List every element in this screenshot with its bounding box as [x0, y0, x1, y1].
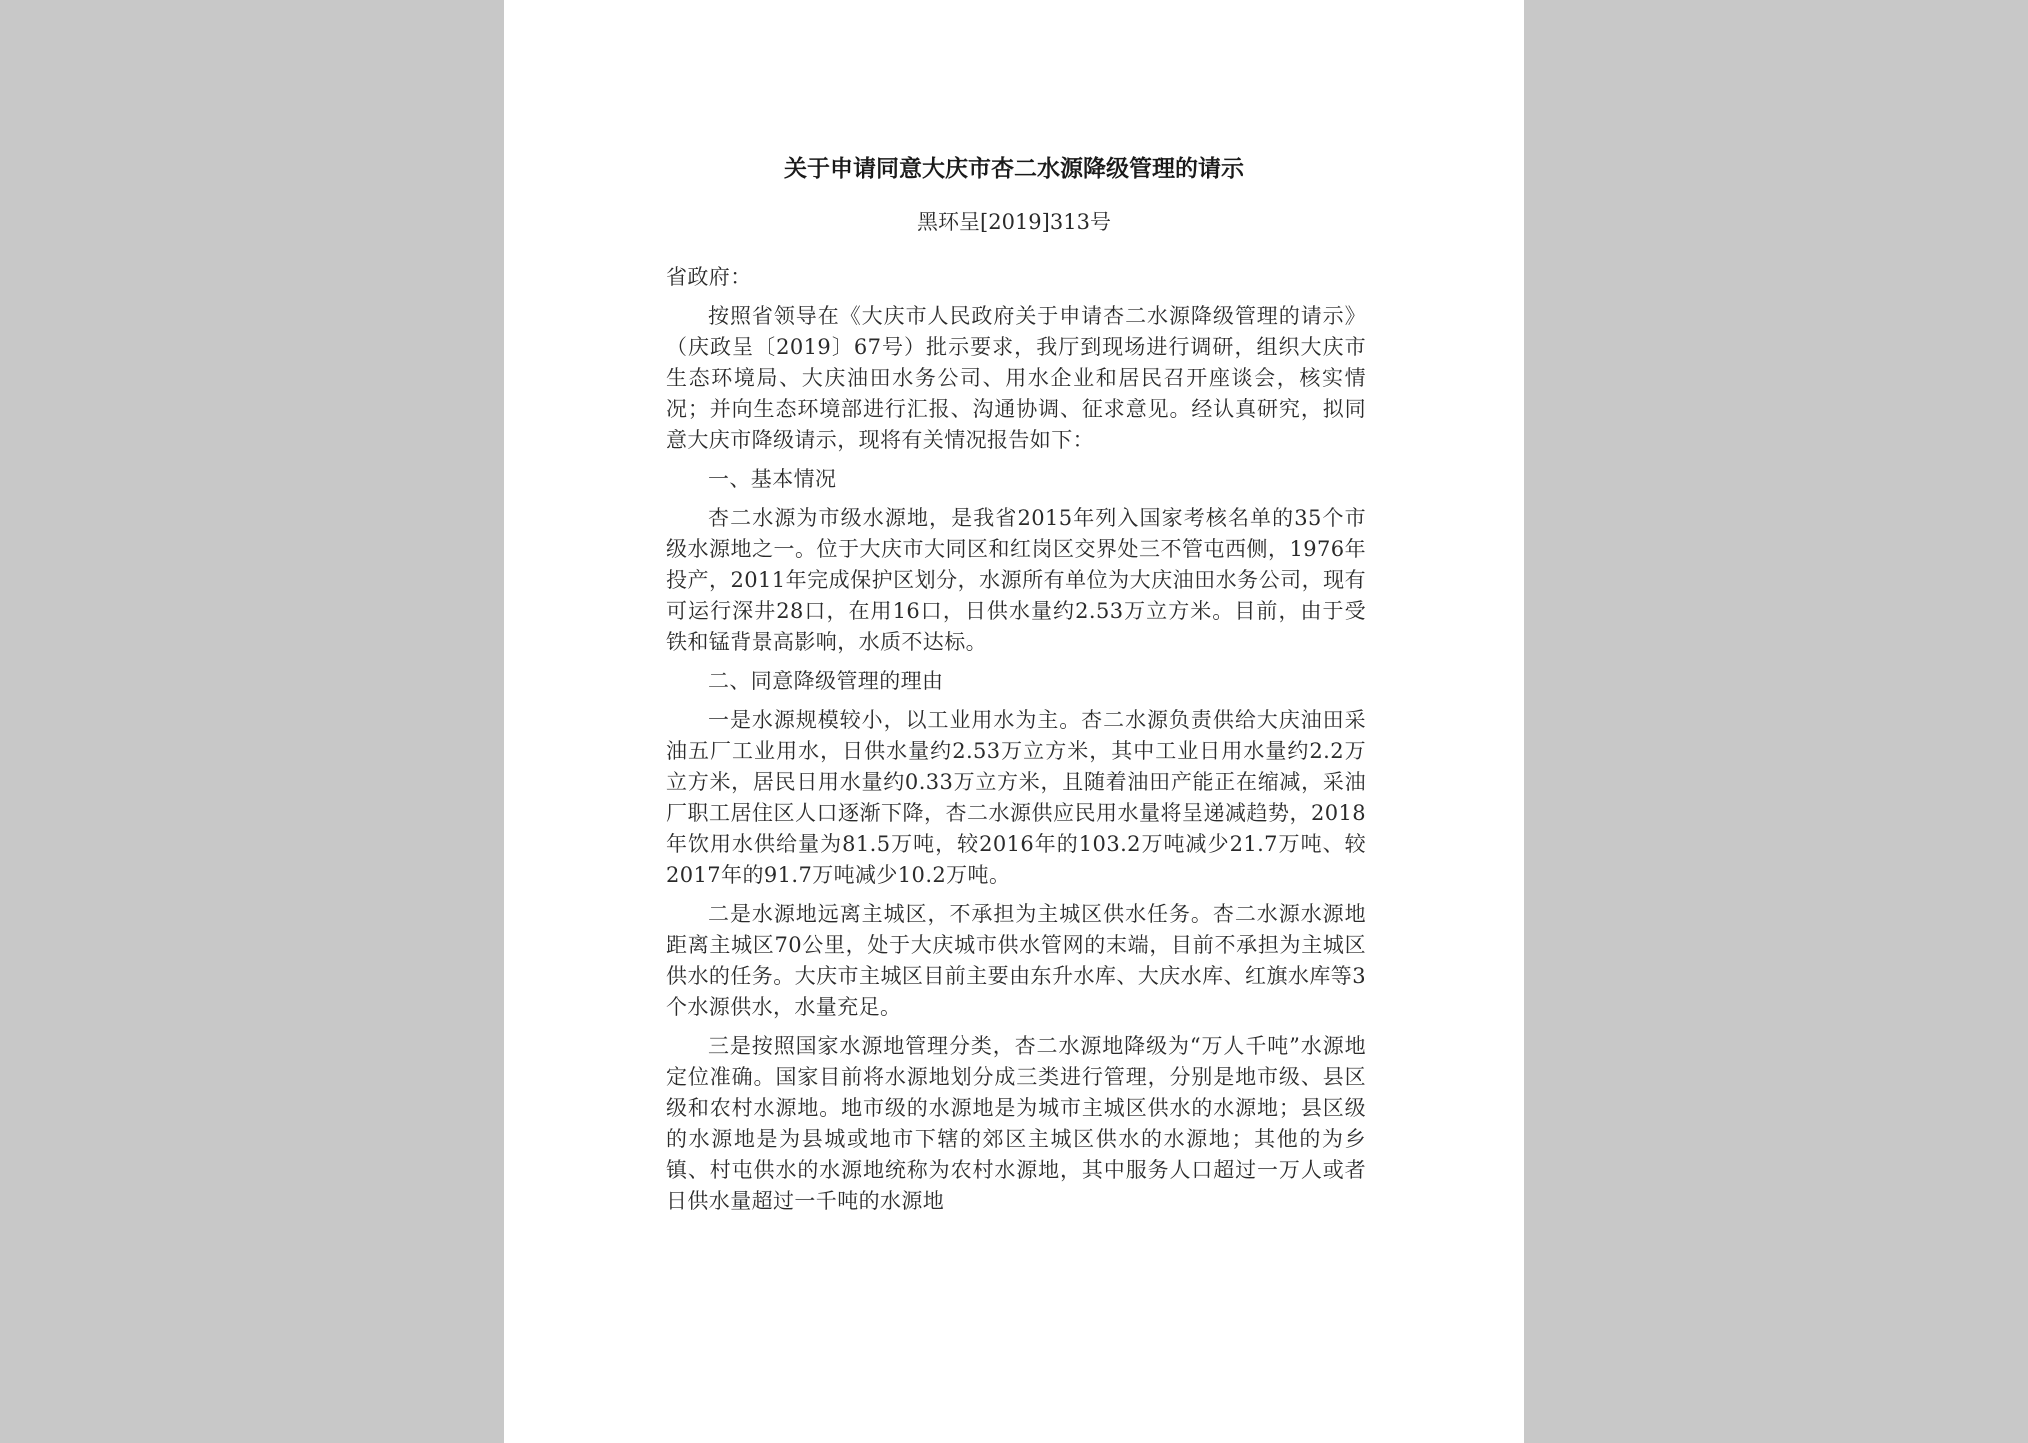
document-title: 关于申请同意大庆市杏二水源降级管理的请示: [784, 156, 1244, 182]
reason-paragraph-2: 二是水源地远离主城区，不承担为主城区供水任务。杏二水源水源地距离主城区70公里，处于大庆城市供水管网的末端，目前不承担为主城区供水的任务。大庆市主城区目前主要由东升水库、大庆水库、红旗水库等3个水源供水，水量充足。: [666, 902, 1366, 1019]
reason-paragraph-1: 一是水源规模较小，以工业用水为主。杏二水源负责供给大庆油田采油五厂工业用水，日供水量约2.53万立方米，其中工业日用水量约2.2万立方米，居民日用水量约0.33万立方米，且随着油田产能正在缩减，采油厂职工居住区人口逐渐下降，杏二水源供应民用水量将呈递减趋势，2018年饮用水供给量为81.5万吨，较2016年的103.2万吨减少21.7万吨、较2017年的91.7万吨减少10.2万吨。: [666, 708, 1366, 887]
document-number: 黑环呈[2019]313号: [917, 210, 1111, 234]
intro-paragraph: 按照省领导在《大庆市人民政府关于申请杏二水源降级管理的请示》（庆政呈〔2019〕67号）批示要求，我厅到现场进行调研，组织大庆市生态环境局、大庆油田水务公司、用水企业和居民召开座谈会，核实情况；并向生态环境部进行汇报、沟通协调、征求意见。经认真研究，拟同意大庆市降级请示，现将有关情况报告如下：: [666, 304, 1366, 452]
basic-situation-paragraph: 杏二水源为市级水源地，是我省2015年列入国家考核名单的35个市级水源地之一。位于大庆市大同区和红岗区交界处三不管屯西侧，1976年投产，2011年完成保护区划分，水源所有单位为大庆油田水务公司，现有可运行深井28口，在用16口，日供水量约2.53万立方米。目前，由于受铁和锰背景高影响，水质不达标。: [666, 506, 1366, 654]
document-body: [666, 262, 1366, 1225]
reason-paragraph-3: 三是按照国家水源地管理分类，杏二水源地降级为“万人千吨”水源地定位准确。国家目前将水源地划分成三类进行管理，分别是地市级、县区级和农村水源地。地市级的水源地是为城市主城区供水的水源地；县区级的水源地是为县城或地市下辖的郊区主城区供水的水源地；其他的为乡镇、村屯供水的水源地统称为农村水源地，其中服务人口超过一万人或者日供水量超过一千吨的水源地: [666, 1034, 1366, 1213]
section-heading-reasons: 二、同意降级管理的理由: [708, 669, 944, 693]
section-heading-basic-situation: 一、基本情况: [708, 467, 837, 491]
document-page: [504, 0, 1524, 1443]
salutation: 省政府：: [666, 265, 752, 289]
